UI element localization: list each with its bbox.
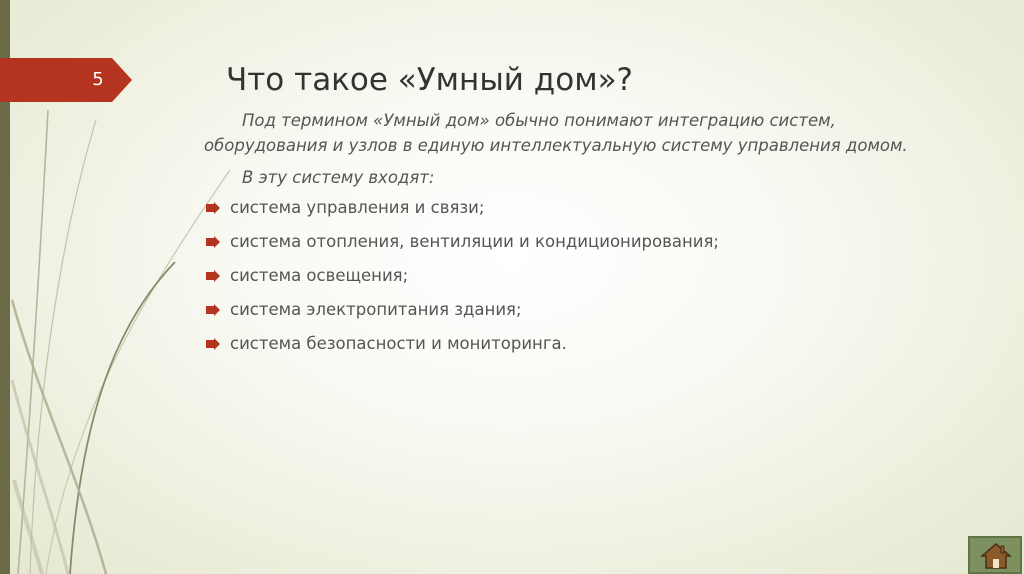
bullet-item xyxy=(204,298,994,322)
slide-number: 5 xyxy=(92,69,104,90)
slide-content xyxy=(204,108,994,366)
bullet-item xyxy=(204,196,994,220)
slide-title: Что такое «Умный дом»? xyxy=(226,62,633,98)
bullet-text: система безопасности и мониторинга. xyxy=(230,334,567,353)
intro-line-2: оборудования и узлов в единую интеллектуальную систему управления домом. xyxy=(204,136,908,155)
bullet-text: система отопления, вентиляции и кондиционирования; xyxy=(230,232,719,251)
arrow-bullet-icon xyxy=(206,270,220,282)
arrow-bullet-icon xyxy=(206,202,220,214)
home-icon xyxy=(980,542,1012,570)
subheading: В эту систему входят: xyxy=(242,168,435,187)
intro-line-1: Под термином «Умный дом» обычно понимают интеграцию систем, xyxy=(242,111,836,130)
arrow-bullet-icon xyxy=(206,304,220,316)
home-button[interactable] xyxy=(968,536,1022,574)
bullet-text: система управления и связи; xyxy=(230,198,485,217)
slide-number-tab xyxy=(0,58,132,102)
arrow-bullet-icon xyxy=(206,236,220,248)
bullet-item xyxy=(204,264,994,288)
bullet-item xyxy=(204,332,994,356)
arrow-bullet-icon xyxy=(206,338,220,350)
bullet-list xyxy=(204,196,994,356)
bullet-item xyxy=(204,230,994,254)
intro-paragraph xyxy=(204,108,994,158)
bullet-text: система освещения; xyxy=(230,266,409,285)
bullet-text: система электропитания здания; xyxy=(230,300,522,319)
